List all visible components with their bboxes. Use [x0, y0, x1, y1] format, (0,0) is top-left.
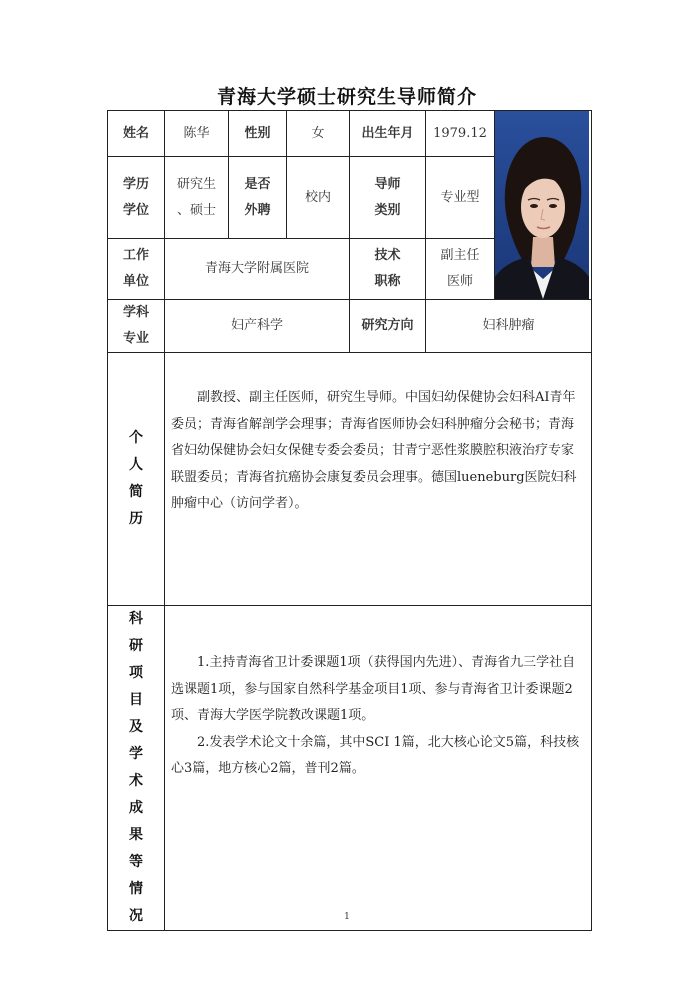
- education-label-line1: 学历: [122, 176, 149, 192]
- tech-title-label-line1: 技术: [374, 248, 401, 263]
- major-value: 妇产科学: [165, 300, 350, 353]
- mentor-profile-table: [107, 110, 592, 931]
- education-value-line2: 、硕士: [176, 202, 216, 218]
- row-resume: [108, 353, 592, 606]
- mentor-type-label-line2: 类别: [374, 202, 401, 218]
- row-major: [108, 300, 592, 353]
- major-label-line1: 学科: [122, 305, 149, 320]
- row-basic: [108, 111, 592, 157]
- research-direction-value: 妇科肿瘤: [426, 300, 592, 353]
- name-label: 姓名: [108, 111, 165, 157]
- research-label: 科研项目及学术成果等情况: [129, 611, 143, 924]
- tech-title-value-line1: 副主任: [440, 248, 480, 263]
- work-unit-value: 青海大学附属医院: [165, 239, 350, 300]
- external-label-line1: 是否: [244, 176, 271, 192]
- research-paragraph-2: 2.发表学术论文十余篇，其中SCI 1篇，北大核心论文5篇，科技核心3篇，地方核心2篇，普刊2篇。: [171, 734, 580, 776]
- research-label-cell: [108, 606, 165, 931]
- education-value-line1: 研究生: [176, 176, 216, 192]
- resume-content-cell: [165, 353, 592, 606]
- photo-cell: [495, 111, 592, 300]
- work-unit-label-line1: 工作: [122, 248, 149, 263]
- tech-title-value-line2: 医师: [446, 274, 473, 289]
- research-direction-label: 研究方向: [350, 300, 426, 353]
- education-value: [165, 157, 229, 239]
- tech-title-value: [426, 239, 495, 300]
- resume-text: 副教授、副主任医师，研究生导师。中国妇幼保健协会妇科AI青年委员；青海省解剖学会理事；青海省医师协会妇科肿瘤分会秘书；青海省妇幼保健协会妇女保健专委会委员；甘青宁恶性浆膜腔积液治疗专家联盟委员；青海省抗癌协会康复委员会理事。德国lueneburg医院妇科肿瘤中心（访问学者）。: [171, 390, 577, 511]
- major-label-line2: 专业: [122, 331, 149, 346]
- page-number: 1: [344, 912, 350, 922]
- mentor-type-label: [350, 157, 426, 239]
- major-label: [108, 300, 165, 353]
- tech-title-label-line2: 职称: [374, 274, 401, 289]
- tech-title-label: [350, 239, 426, 300]
- page-title: 青海大学硕士研究生导师简介: [216, 86, 477, 108]
- name-value: 陈华: [165, 111, 229, 157]
- gender-value: 女: [287, 111, 350, 157]
- education-label-line2: 学位: [122, 202, 149, 218]
- education-label: [108, 157, 165, 239]
- research-paragraph-1: 1.主持青海省卫计委课题1项（获得国内先进）、青海省九三学社自选课题1项，参与国家自然科学基金项目1项、参与青海省卫计委课题2项、青海大学医学院教改课题1项。: [171, 655, 576, 723]
- resume-label: 个人简历: [129, 430, 143, 527]
- birth-label: 出生年月: [350, 111, 426, 157]
- resume-label-cell: [108, 353, 165, 606]
- portrait-photo: [495, 111, 589, 299]
- row-research: [108, 606, 592, 931]
- birth-value: 1979.12: [426, 111, 495, 157]
- mentor-type-label-line1: 导师: [374, 176, 401, 192]
- mentor-type-value: 专业型: [426, 157, 495, 239]
- work-unit-label: [108, 239, 165, 300]
- external-label-line2: 外聘: [244, 202, 271, 218]
- work-unit-label-line2: 单位: [122, 274, 149, 289]
- external-label: [229, 157, 287, 239]
- external-value: 校内: [287, 157, 350, 239]
- gender-label: 性别: [229, 111, 287, 157]
- research-content-cell: [165, 606, 592, 931]
